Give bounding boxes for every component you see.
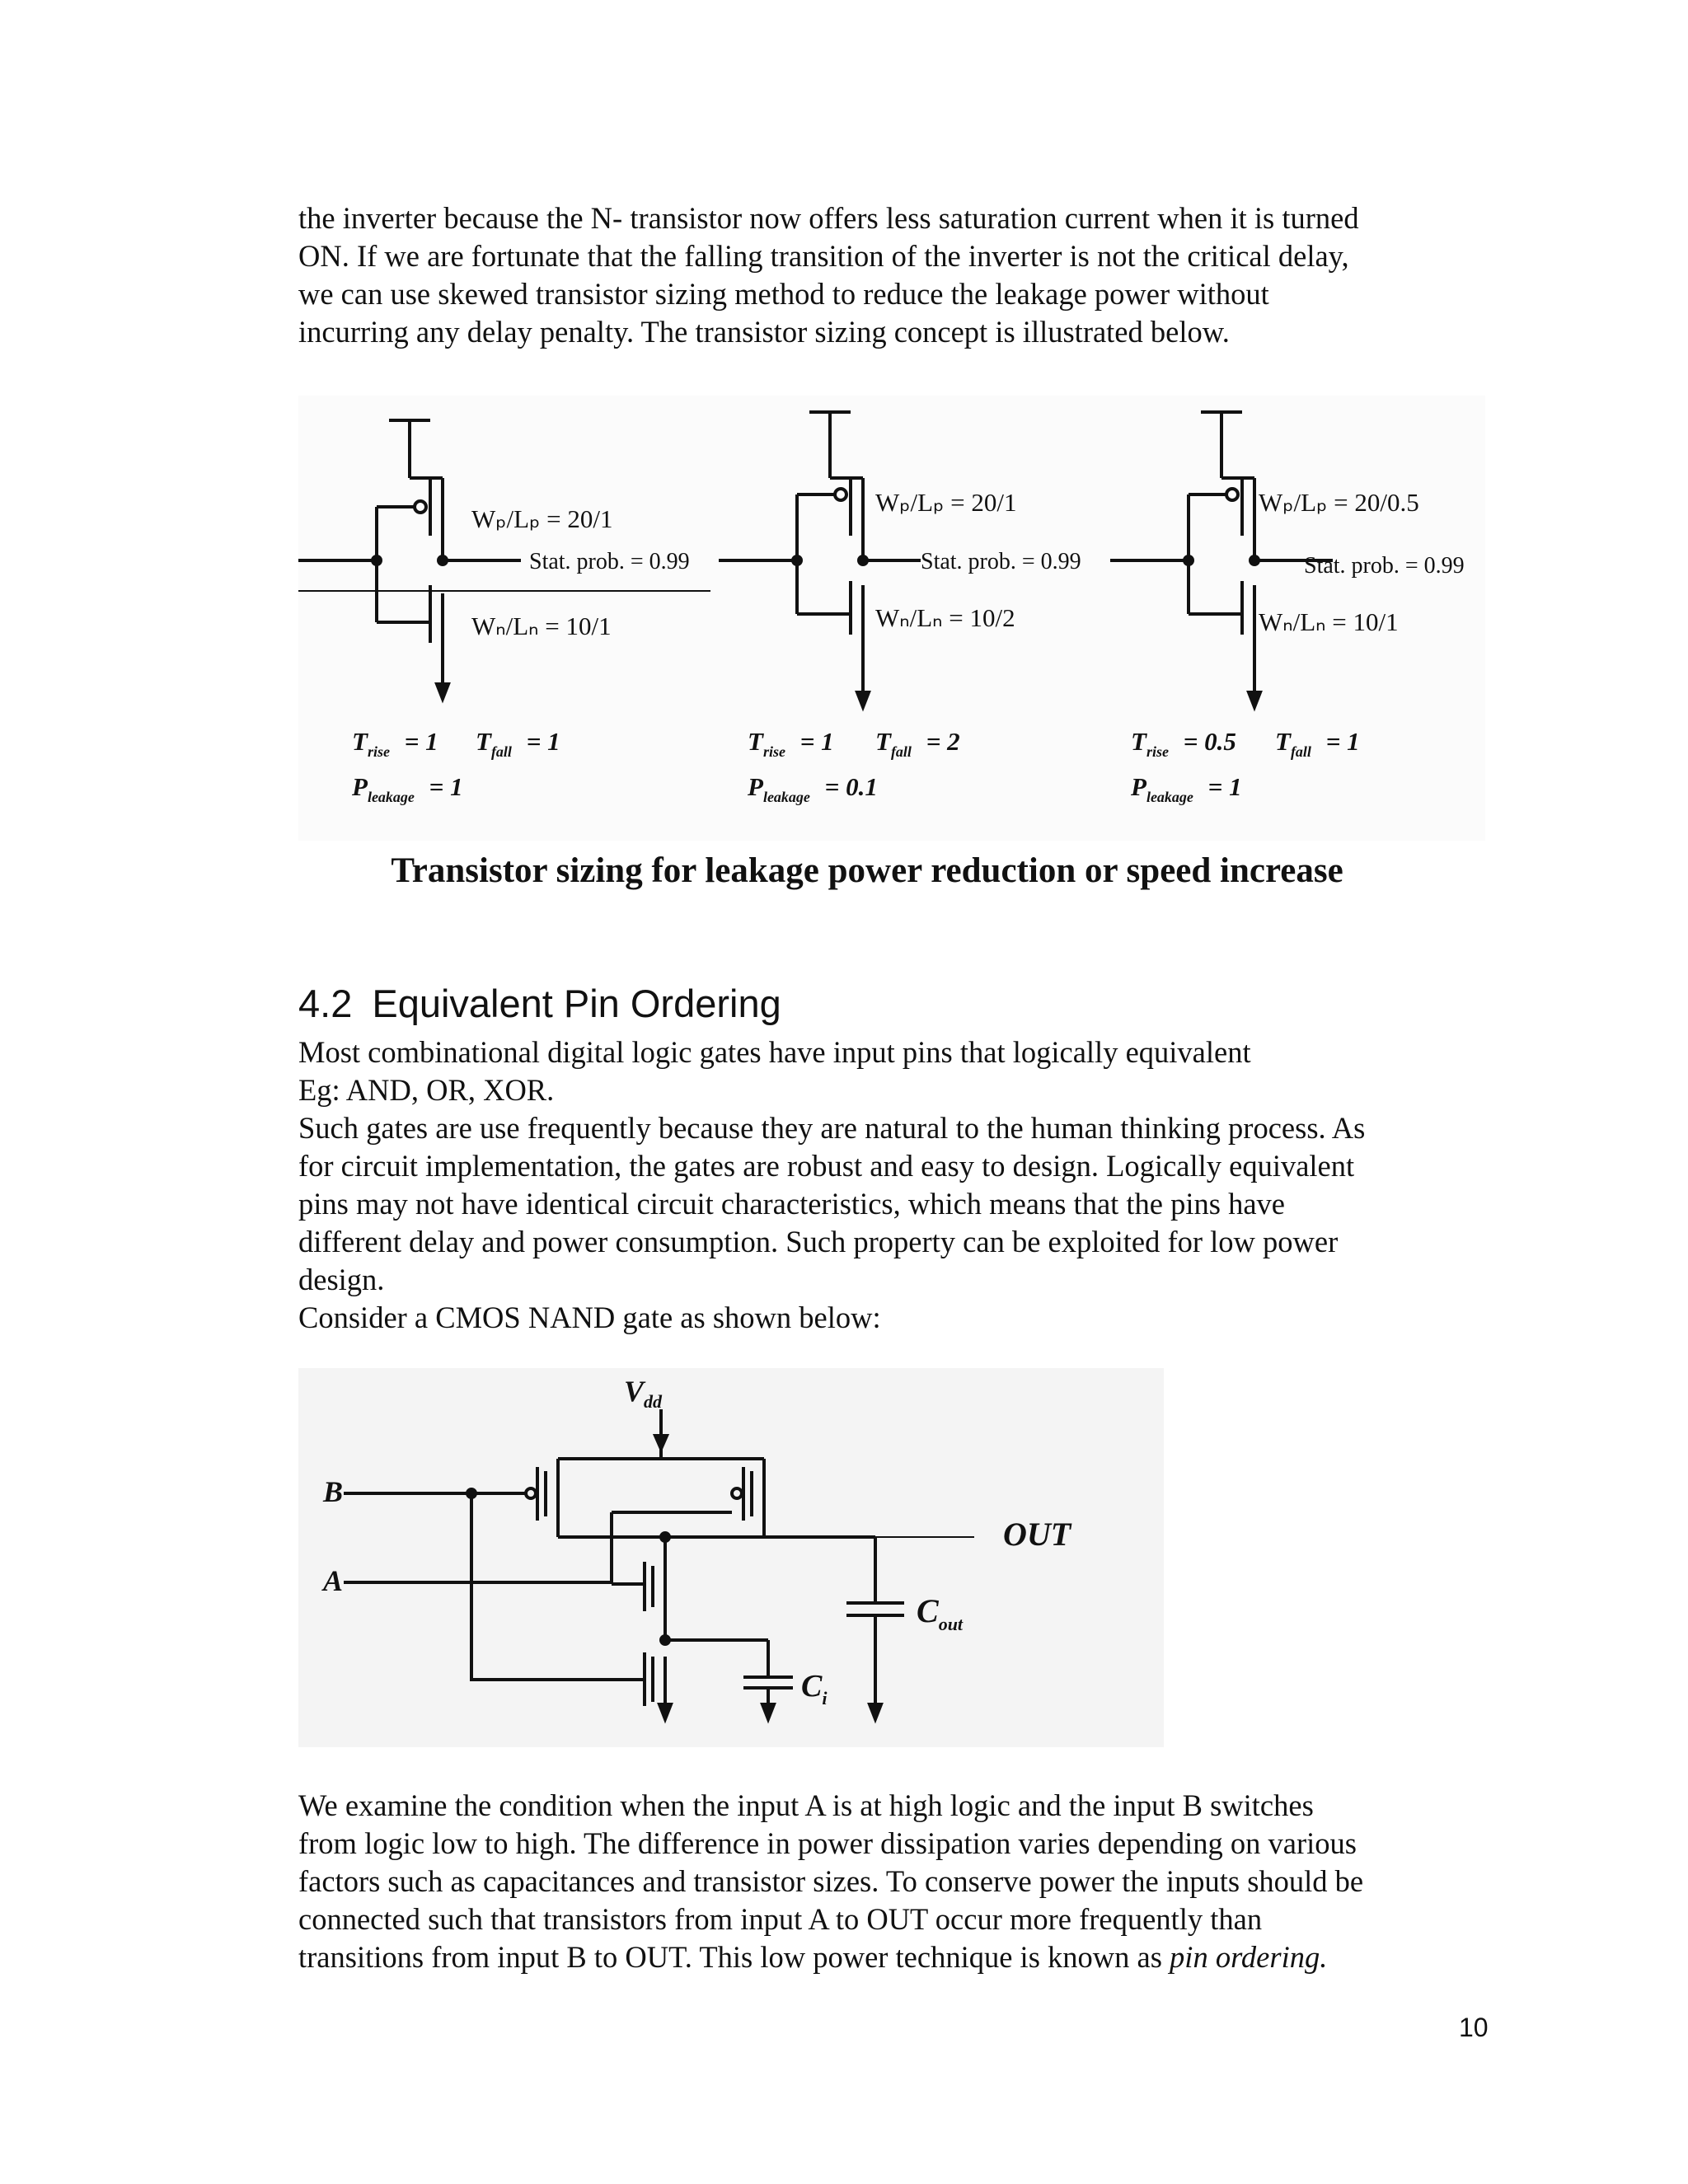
pin-ordering-term: pin ordering. xyxy=(1170,1940,1328,1974)
inv2-wn-label: Wₙ/Lₙ = 10/2 xyxy=(875,603,1015,632)
text-line: pins may not have identical circuit characteristics, which means that the pins have xyxy=(298,1187,1285,1221)
inv3-trise-value: = 0.5 xyxy=(1183,727,1236,756)
text-line: Most combinational digital logic gates have input pins that logically equivalent xyxy=(298,1035,1251,1069)
text-line: different delay and power consumption. Such property can be exploited for low power xyxy=(298,1225,1339,1258)
inv3-stat-label: Stat. prob. = 0.99 xyxy=(1304,553,1465,579)
text-line: Eg: AND, OR, XOR. xyxy=(298,1073,555,1107)
vdd-label: $V_{dd}$ xyxy=(624,1375,663,1412)
inv2-stat-label: Stat. prob. = 0.99 xyxy=(921,549,1081,574)
svg-text:Trise = 1: $T_{rise}$ = 1 xyxy=(352,727,438,760)
svg-text:Trise = 0.5: $T_{rise}$ = 0.5 xyxy=(1131,727,1236,760)
inv2-trise-value: = 1 xyxy=(799,727,834,756)
input-b-label: B xyxy=(323,1475,344,1508)
final-paragraph xyxy=(298,1787,1502,1976)
svg-text:Pleakage = 1: $P_{leakage}$ = 1 xyxy=(1131,772,1242,805)
svg-text:Trise = 1: $T_{rise}$ = 1 xyxy=(748,727,834,760)
svg-text:Tfall = 1: $T_{fall}$ = 1 xyxy=(1275,727,1360,760)
svg-text:Tfall = 2: $T_{fall}$ = 2 xyxy=(875,727,960,760)
inv2-pleak-value: = 0.1 xyxy=(824,772,878,801)
cmos-nand-figure xyxy=(298,1368,1164,1747)
input-a-label: A xyxy=(323,1564,344,1597)
page-number: 10 xyxy=(1459,2013,1489,2042)
text-line: ON. If we are fortunate that the falling transition of the inverter is not the critical delay, xyxy=(298,239,1349,273)
inv1-tfall-value: = 1 xyxy=(526,727,560,756)
inv1-wn-label: Wₙ/Lₙ = 10/1 xyxy=(471,612,612,640)
text-line: We examine the condition when the input A is at high logic and the input B switches xyxy=(298,1788,1314,1822)
svg-text:Tfall = 1: $T_{fall}$ = 1 xyxy=(476,727,560,760)
inv3-tfall-value: = 1 xyxy=(1325,727,1360,756)
out-label: OUT xyxy=(1003,1516,1071,1553)
text-line: for circuit implementation, the gates are robust and easy to design. Logically equivalent xyxy=(298,1149,1355,1183)
section-title: Equivalent Pin Ordering xyxy=(372,982,781,1025)
inv2-tfall-value: = 2 xyxy=(926,727,960,756)
text-line: transitions from input B to OUT. This low power technique is known as pin ordering. xyxy=(298,1940,1328,1974)
text-line: connected such that transistors from input A to OUT occur more frequently than xyxy=(298,1902,1263,1936)
text-line: the inverter because the N- transistor now offers less saturation current when it is turned xyxy=(298,201,1359,235)
inv1-stat-label: Stat. prob. = 0.99 xyxy=(529,549,690,574)
inv1-trise-value: = 1 xyxy=(404,727,438,756)
inv3-wp-label: Wₚ/Lₚ = 20/0.5 xyxy=(1259,488,1419,517)
cout-label: $C_{out}$ xyxy=(917,1592,964,1634)
inv1-wp-label: Wₚ/Lₚ = 20/1 xyxy=(471,504,613,533)
section-paragraph xyxy=(298,1033,1502,1337)
text-line: Such gates are use frequently because they are natural to the human thinking process. As xyxy=(298,1111,1366,1145)
inv2-wp-label: Wₚ/Lₚ = 20/1 xyxy=(875,488,1017,517)
intro-paragraph xyxy=(298,199,1502,351)
text-line: from logic low to high. The difference in power dissipation varies depending on various xyxy=(298,1826,1357,1860)
section-number: 4.2 xyxy=(298,982,353,1025)
inv3-wn-label: Wₙ/Lₙ = 10/1 xyxy=(1259,607,1399,636)
transistor-sizing-figure xyxy=(298,396,1485,841)
svg-text:Pleakage = 0.1: $P_{leakage}$ = 0.1 xyxy=(748,772,878,805)
section-heading xyxy=(298,981,781,1027)
text-line: design. xyxy=(298,1263,385,1296)
inv1-pleak-value: = 1 xyxy=(429,772,463,801)
text-line: incurring any delay penalty. The transistor sizing concept is illustrated below. xyxy=(298,315,1230,349)
text-line: Consider a CMOS NAND gate as shown below: xyxy=(298,1301,881,1334)
text-line: we can use skewed transistor sizing method to reduce the leakage power without xyxy=(298,277,1269,311)
text-line: factors such as capacitances and transistor sizes. To conserve power the inputs should be xyxy=(298,1864,1364,1898)
svg-text:Pleakage = 1: $P_{leakage}$ = 1 xyxy=(352,772,463,805)
ci-label: $C_i$ xyxy=(801,1669,828,1708)
inv3-pleak-value: = 1 xyxy=(1207,772,1242,801)
figure-caption: Transistor sizing for leakage power reduction or speed increase xyxy=(391,851,1343,890)
